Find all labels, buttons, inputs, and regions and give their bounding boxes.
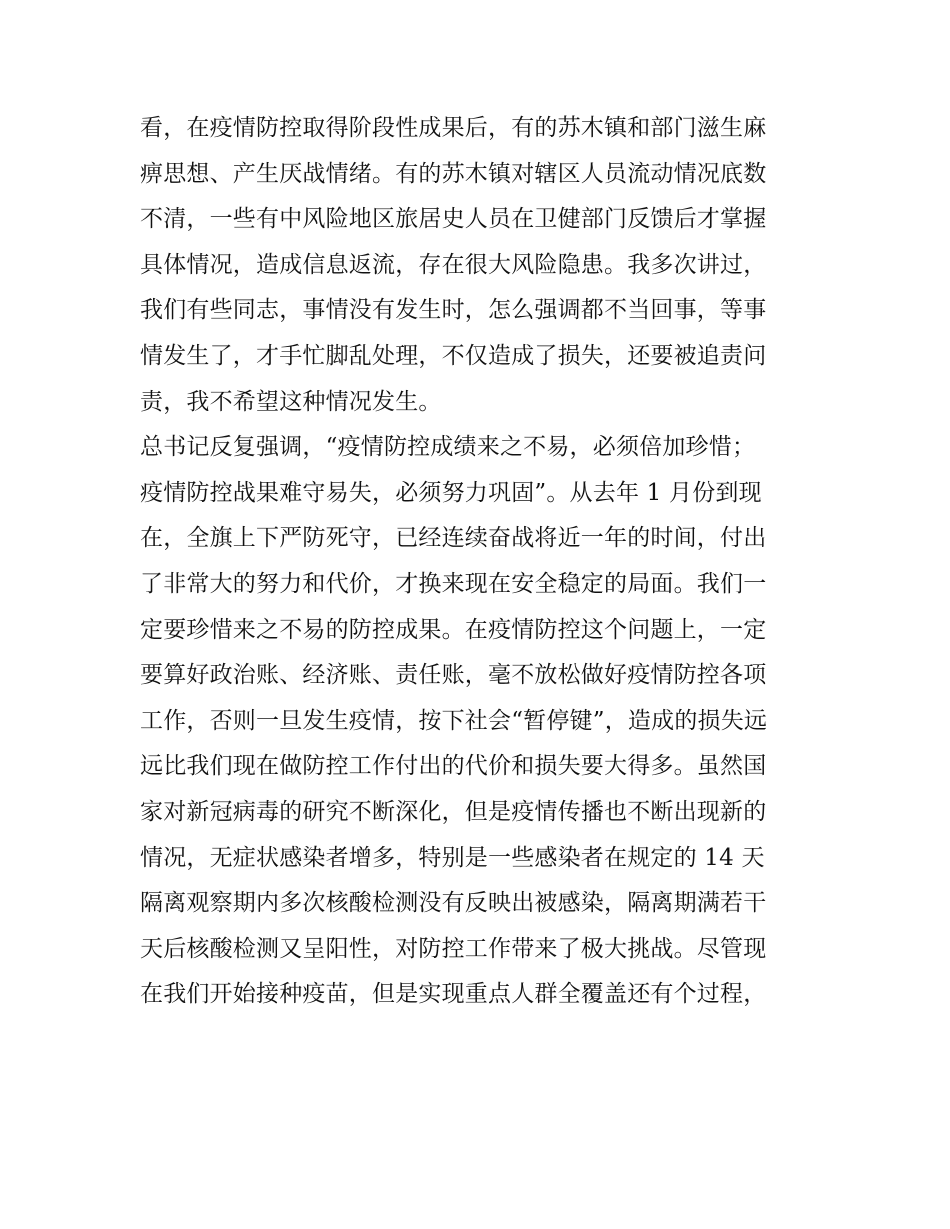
text-line: 我们有些同志，事情没有发生时，怎么强调都不当回事，等事: [140, 297, 767, 324]
text-line: 具体情况，造成信息返流，存在很大风险隐患。我多次讲过，: [140, 251, 767, 278]
text-line: 定要珍惜来之不易的防控成果。在疫情防控这个问题上，一定: [140, 616, 767, 643]
text-line: 远比我们现在做防控工作付出的代价和损失要大得多。虽然国: [140, 753, 767, 780]
text-line: 要算好政治账、经济账、责任账，毫不放松做好疫情防控各项: [140, 662, 767, 689]
body-text: [140, 106, 820, 1018]
text-line: 不清，一些有中风险地区旅居史人员在卫健部门反馈后才掌握: [140, 206, 767, 233]
text-line: 隔离观察期内多次核酸检测没有反映出被感染，隔离期满若干: [140, 890, 767, 917]
text-line: 责，我不希望这种情况发生。: [140, 388, 442, 415]
text-line: 了非常大的努力和代价，才换来现在安全稳定的局面。我们一: [140, 570, 767, 597]
text-line: 天后核酸检测又呈阳性，对防控工作带来了极大挑战。尽管现: [140, 935, 767, 962]
text-line: 总书记反复强调，“疫情防控成绩来之不易，必须倍加珍惜；: [140, 434, 756, 461]
text-line: 家对新冠病毒的研究不断深化，但是疫情传播也不断出现新的: [140, 798, 767, 825]
text-line: 在我们开始接种疫苗，但是实现重点人群全覆盖还有个过程，: [140, 981, 767, 1008]
text-line: 情况，无症状感染者增多，特别是一些感染者在规定的 14 天: [140, 844, 765, 871]
text-line: 看，在疫情防控取得阶段性成果后，有的苏木镇和部门滋生麻: [140, 115, 767, 141]
text-line: 工作，否则一旦发生疫情，按下社会“暂停键”，造成的损失远: [140, 707, 768, 734]
text-line: 在，全旗上下严防死守，已经连续奋战将近一年的时间，付出: [140, 525, 767, 552]
text-line: 疫情防控战果难守易失，必须努力巩固”。从去年 1 月份到现: [140, 479, 762, 506]
text-line: 情发生了，才手忙脚乱处理，不仅造成了损失，还要被追责问: [140, 342, 767, 369]
text-line: 痹思想、产生厌战情绪。有的苏木镇对辖区人员流动情况底数: [140, 160, 767, 187]
